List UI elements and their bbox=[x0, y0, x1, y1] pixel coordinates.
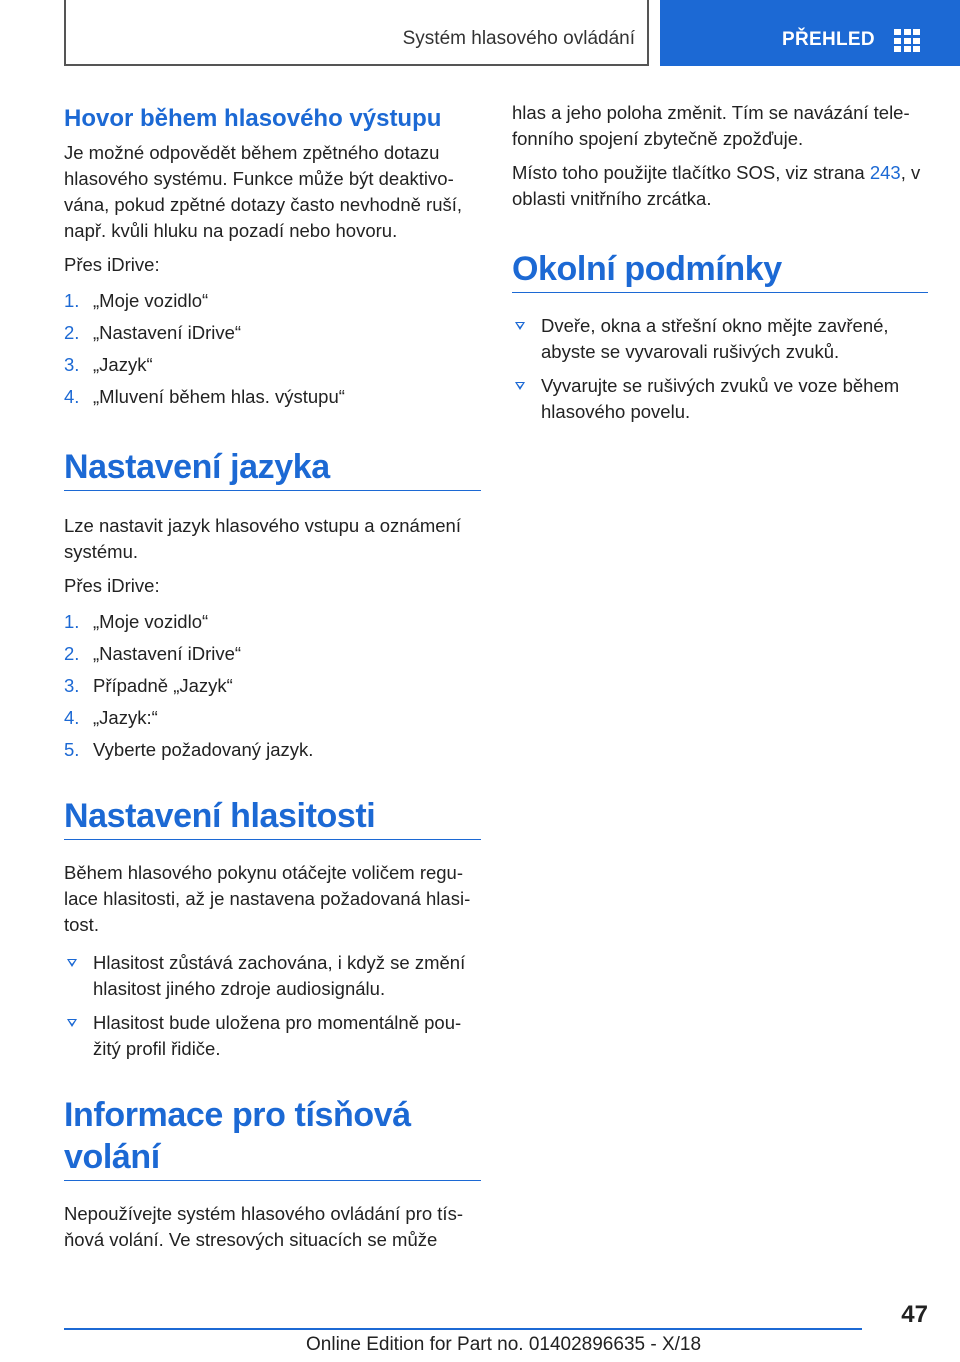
paragraph: Lze nastavit jazyk hlasového vstupu a oznámení systému. bbox=[64, 515, 461, 562]
bullet-text: Hlasitost bude uložena pro momentálně použitý profil řidiče. bbox=[93, 1012, 462, 1059]
step-text: „Nastavení iDrive“ bbox=[93, 643, 242, 664]
header-frame bbox=[64, 0, 649, 66]
footer-rule bbox=[64, 1328, 862, 1330]
step-number: 4. bbox=[64, 386, 80, 407]
triangle-bullet-icon bbox=[515, 382, 525, 390]
list-item bbox=[64, 737, 481, 763]
section-volume bbox=[64, 795, 481, 1062]
step-text: „Moje vozidlo“ bbox=[93, 290, 209, 311]
step-text: Případně „Jazyk“ bbox=[93, 675, 233, 696]
sos-text: Místo toho použijte tlačítko SOS, viz strana bbox=[512, 162, 870, 183]
heading-rule bbox=[64, 446, 481, 491]
list-item bbox=[512, 373, 928, 425]
step-number: 3. bbox=[64, 675, 80, 696]
step-number: 1. bbox=[64, 290, 80, 311]
bullet-text: Hlasitost zůstává zachována, i když se změní hlasitost jiného zdroje audiosignálu. bbox=[93, 952, 466, 999]
section-ambient-conditions bbox=[512, 248, 928, 425]
page-number: 47 bbox=[901, 1301, 928, 1328]
list-item bbox=[64, 673, 481, 699]
step-text: „Jazyk:“ bbox=[93, 707, 158, 728]
paragraph-continuation: hlas a jeho poloha změnit. Tím se navázání telefonního spojení zbytečně zpožďuje. bbox=[512, 102, 910, 149]
step-number: 5. bbox=[64, 739, 80, 760]
list-item bbox=[64, 288, 481, 314]
heading-rule bbox=[64, 1094, 481, 1181]
section-heading: Nastavení hlasitosti bbox=[64, 797, 376, 835]
triangle-bullet-icon bbox=[515, 322, 525, 330]
step-text: „Nastavení iDrive“ bbox=[93, 322, 242, 343]
steps-list bbox=[64, 609, 481, 763]
overview-tab-label: PŘEHLED bbox=[782, 29, 875, 50]
step-text: „Mluvení během hlas. výstupu“ bbox=[93, 386, 345, 407]
section-emergency-calls bbox=[64, 1094, 481, 1253]
paragraph: Nepoužívejte systém hlasového ovládání pro tísňová volání. Ve stresových situacích se může bbox=[64, 1203, 463, 1250]
list-item bbox=[64, 352, 481, 378]
list-item bbox=[64, 384, 481, 410]
bullet-list bbox=[512, 313, 928, 425]
section-heading: Nastavení jazyka bbox=[64, 448, 330, 486]
sos-text-end: , v oblasti vnitřního zrcátka. bbox=[512, 162, 921, 209]
step-text: „Moje vozidlo“ bbox=[93, 611, 209, 632]
step-number: 2. bbox=[64, 322, 80, 343]
bullet-text: Vyvarujte se rušivých zvuků ve voze během hlasového povelu. bbox=[541, 375, 900, 422]
grid-icon bbox=[894, 29, 920, 52]
overview-tab[interactable] bbox=[660, 0, 960, 66]
right-column bbox=[512, 100, 928, 433]
paragraph: Během hlasového pokynu otáčejte voličem regulace hlasitosti, až je nastavena požadovaná hlasitost. bbox=[64, 862, 471, 935]
list-item bbox=[64, 950, 481, 1002]
left-column bbox=[64, 102, 481, 1261]
step-number: 1. bbox=[64, 611, 80, 632]
list-item bbox=[512, 313, 928, 365]
list-item bbox=[64, 1010, 481, 1062]
heading-rule bbox=[64, 795, 481, 840]
via-idrive-label: Přes iDrive: bbox=[64, 575, 160, 596]
step-number: 2. bbox=[64, 643, 80, 664]
triangle-bullet-icon bbox=[67, 959, 77, 967]
section-speech-output-call bbox=[64, 102, 481, 410]
heading-line: Informace pro tísňová bbox=[64, 1096, 411, 1134]
section-heading: Hovor během hlasového výstupu bbox=[64, 105, 442, 132]
bullet-text: Dveře, okna a střešní okno mějte zavřené, abyste se vyvarovali rušivých zvuků. bbox=[541, 315, 889, 362]
paragraph: Je možné odpovědět během zpětného dotazu hlasového systému. Funkce může být deaktivována, pokud zpětné dotazy často nevhodně ruší, např. kvůli hluku na pozadí nebo hovoru. bbox=[64, 142, 463, 241]
list-item bbox=[64, 641, 481, 667]
section-language bbox=[64, 446, 481, 763]
heading-rule bbox=[512, 248, 928, 293]
step-number: 4. bbox=[64, 707, 80, 728]
footer-edition: Online Edition for Part no. 01402896635 - X/18 bbox=[306, 1334, 702, 1355]
triangle-bullet-icon bbox=[67, 1019, 77, 1027]
via-idrive-label: Přes iDrive: bbox=[64, 254, 160, 275]
steps-list bbox=[64, 288, 481, 410]
section-title: Systém hlasového ovládání bbox=[402, 28, 635, 49]
section-heading: Okolní podmínky bbox=[512, 250, 782, 288]
section-heading bbox=[64, 1094, 481, 1178]
page-link[interactable]: 243 bbox=[869, 162, 901, 183]
sos-paragraph bbox=[512, 160, 928, 212]
list-item bbox=[64, 609, 481, 635]
heading-line: volání bbox=[64, 1138, 160, 1176]
list-item bbox=[64, 320, 481, 346]
step-text: Vyberte požadovaný jazyk. bbox=[93, 739, 314, 760]
step-number: 3. bbox=[64, 354, 80, 375]
step-text: „Jazyk“ bbox=[93, 354, 153, 375]
list-item bbox=[64, 705, 481, 731]
bullet-list bbox=[64, 950, 481, 1062]
